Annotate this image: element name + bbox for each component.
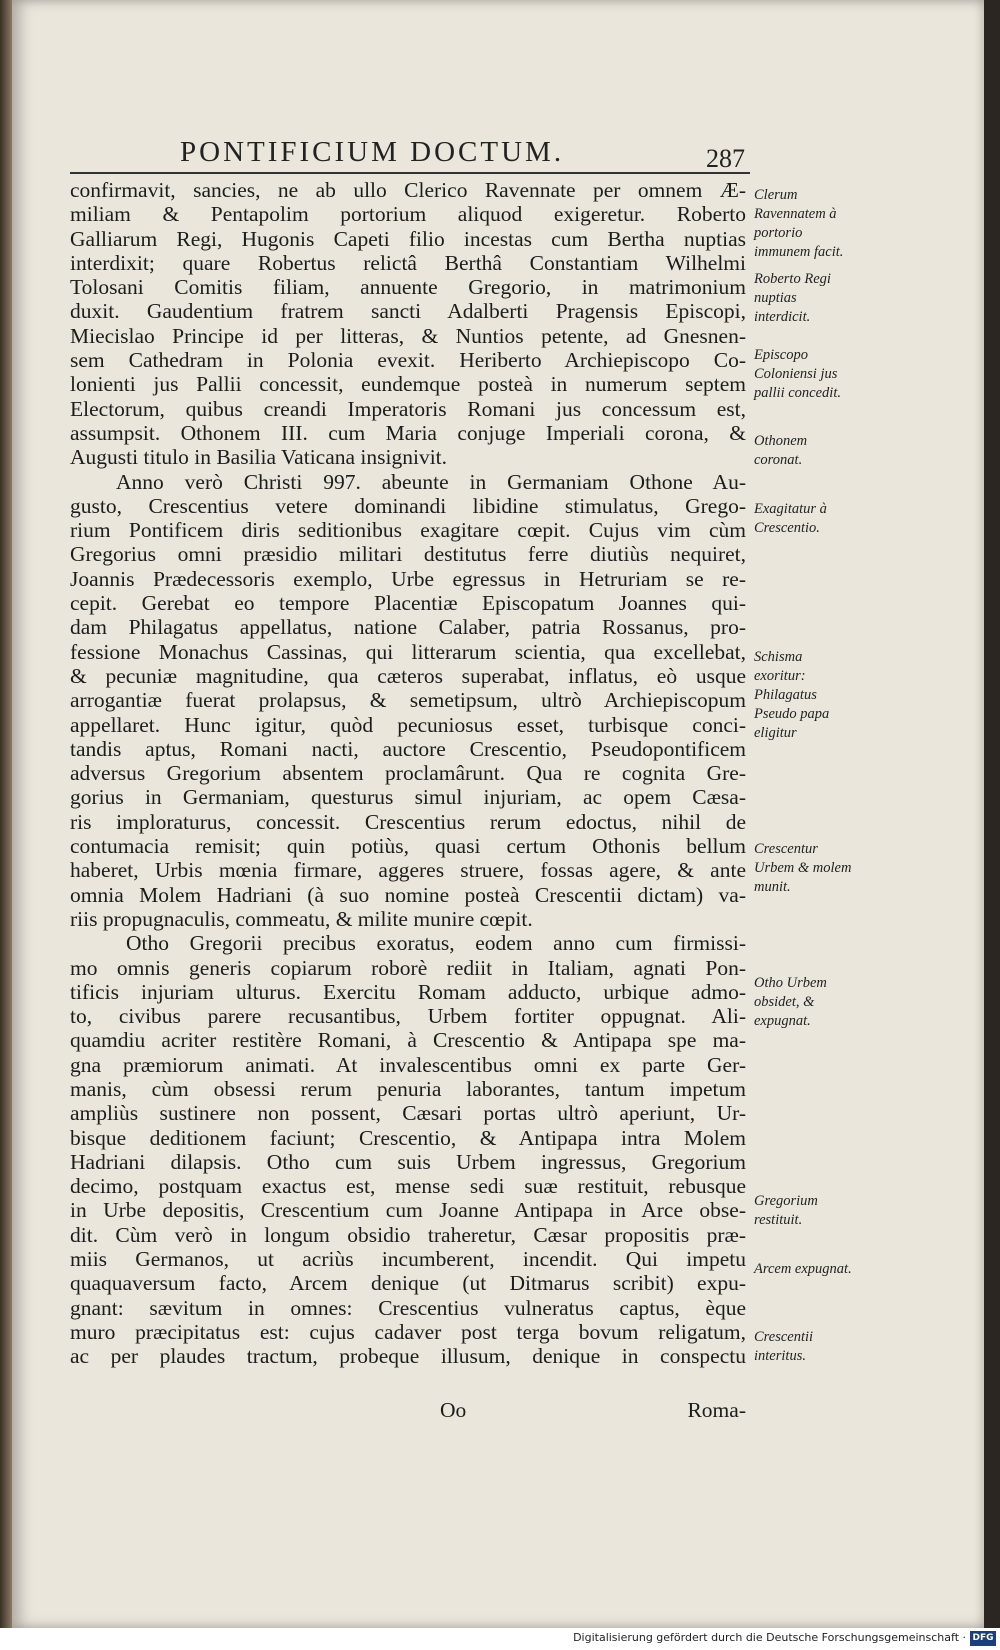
text-line: Augusti titulo in Basilia Vaticana insignivit. — [70, 445, 448, 470]
text-line: Anno verò Christi 997. abeunte in Germaniam Othone Au- — [116, 469, 746, 494]
text-line: gna præmiorum animati. At invalescentibus omni ex parte Ger- — [70, 1052, 746, 1077]
marginal-note: Othonem coronat. — [754, 433, 808, 468]
page-number: 287 — [706, 144, 745, 173]
catchword: Roma- — [687, 1398, 746, 1422]
text-line: fessione Monachus Cassinas, qui litterarum scientia, qua excellebat, — [70, 639, 746, 664]
text-line: Gregorius omni præsidio militari destitutus ferre diutiùs nequiret, — [70, 542, 746, 567]
text-line: assumpsit. Othonem III. cum Maria conjuge Imperiali corona, & — [70, 420, 746, 445]
text-line: ampliùs sustinere non possent, Cæsari portas ultrò aperiunt, Ur- — [70, 1101, 746, 1126]
text-line: adversus Gregorium absentem proclamârunt. Qua re cognita Gre- — [70, 761, 746, 786]
digitization-credit-bar — [0, 1628, 1000, 1650]
book-edge-left — [0, 0, 12, 1650]
text-line: Galliarum Regi, Hugonis Capeti filio incestas cum Bertha nuptias — [70, 226, 746, 251]
text-line: quamdiu acriter restitère Romani, à Crescentio & Antipapa spe ma- — [70, 1028, 746, 1053]
text-line: miis Germanos, ut acriùs incumberent, incendit. Qui impetu — [70, 1247, 746, 1272]
text-line: gusto, Crescentius vetere dominandi libidine stimulatus, Grego- — [70, 493, 746, 518]
scan-border-right — [984, 0, 1000, 1628]
text-line: to, civibus parere recusantibus, Urbem fortiter oppugnat. Ali- — [70, 1004, 746, 1029]
text-line: tificis injuriam ulturus. Exercitu Romam adducto, urbique admo- — [70, 979, 746, 1004]
text-line: rium Pontificem diris seditionibus exagitare cœpit. Cujus vim cùm — [70, 518, 746, 543]
text-line: confirmavit, sancies, ne ab ullo Clerico Ravennate per omnem Æ- — [70, 178, 746, 202]
text-line: tandis aptus, Romani nacti, auctore Crescentio, Pseudopontificem — [70, 736, 746, 761]
text-line: Joannis Prædecessoris exemplo, Urbe egressus in Hetruriam se re- — [70, 566, 746, 591]
text-line: Otho Gregorii precibus exoratus, eodem anno cum firmissi- — [126, 931, 746, 956]
text-line: Electorum, quibus creandi Imperatoris Romani jus concessum est, — [70, 396, 746, 421]
text-line: bisque deditionem faciunt; Crescentio, & Antipapa intra Molem — [70, 1125, 746, 1150]
text-line: dam Philagatus appellatus, natione Calaber, patria Rossanus, pro- — [70, 615, 746, 640]
text-line: cepit. Gerebat eo tempore Placentiæ Episcopatum Joannes qui- — [70, 591, 746, 616]
text-line: duxit. Gaudentium fratrem sancti Adalberti Pragensis Episcopi, — [70, 299, 746, 324]
text-line: gorius in Germaniam, questurus simul injuriam, ac opem Cæsa- — [70, 785, 746, 810]
text-line: sem Cathedram in Polonia evexit. Heriberto Archiepiscopo Co- — [70, 348, 746, 373]
text-line: in Urbe depositis, Crescentium cum Joanne Antipapa in Arce obse- — [70, 1198, 746, 1223]
marginal-note: Roberto Regi nuptias interdicit. — [754, 271, 831, 325]
text-line: muro præcipitatus est: cujus cadaver post terga bovum religatum, — [70, 1319, 746, 1344]
text-line: ac per plaudes tractum, probeque illusum, denique in conspectu — [70, 1344, 746, 1369]
paragraph-2 — [70, 470, 746, 932]
text-line: appellaret. Hunc igitur, quòd pecuniosus esset, turbisque conci- — [70, 712, 746, 737]
marginal-note: Clerum Ravennatem à portorio immunem facit. — [754, 187, 844, 260]
marginal-note: Exagitatur à Crescentio. — [754, 501, 827, 536]
body-text — [70, 178, 746, 1369]
marginal-note: Otho Urbem obsidet, & expugnat. — [754, 975, 827, 1029]
text-line: dit. Cùm verò in longum obsidio traheretur, Cæsar propositis præ- — [70, 1222, 746, 1247]
signature-mark: Oo — [440, 1398, 467, 1422]
text-line: lonienti jus Pallii concessit, eundemque posteà in numerum septem — [70, 372, 746, 397]
text-line: decimo, postquam exactus est, mense sedi suæ restituit, rebusque — [70, 1174, 746, 1199]
text-line: Hadriani dilapsis. Otho cum suis Urbem ingressus, Gregorium — [70, 1149, 746, 1174]
text-line: omnia Molem Hadriani (à suo nomine posteà Crescentii dictam) va- — [70, 882, 746, 907]
text-line: & pecuniæ magnitudine, qua cæteros superabat, inflatus, eò usque — [70, 663, 746, 688]
text-line: interdixit; quare Robertus relictâ Berthâ Constantiam Wilhelmi — [70, 250, 746, 275]
text-line: quaquaversum facto, Arcem denique (ut Ditmarus scribit) expu- — [70, 1271, 746, 1296]
marginal-note: Gregorium restituit. — [754, 1193, 818, 1228]
text-line: riis propugnaculis, commeatu, & milite munire cœpit. — [70, 906, 533, 931]
text-line: Miecislao Principe id per litteras, & Nuntios petente, ad Gnesnen- — [70, 323, 746, 348]
running-title: PONTIFICIUM DOCTUM. — [180, 136, 565, 168]
dfg-logo: DFG — [970, 1631, 996, 1646]
text-line: contumacia remisit; quin potiùs, quasi certum Othonis bellum — [70, 834, 746, 859]
text-line: arrogantiæ fuerat prolapsus, & semetipsum, ultrò Archiepiscopum — [70, 688, 746, 713]
text-line: haberet, Urbis mœnia firmare, aggeres struere, fossas agere, & ante — [70, 858, 746, 883]
text-line: gnant: sævitum in omnes: Crescentius vulneratus captus, èque — [70, 1295, 746, 1320]
marginal-note: Arcem expugnat. — [754, 1261, 852, 1277]
text-line: Tolosani Comitis filiam, annuente Gregorio, in matrimonium — [70, 275, 746, 300]
header-rule — [70, 172, 750, 174]
marginal-note: Episcopo Coloniensi jus pallii concedit. — [754, 347, 841, 401]
paragraph-1 — [70, 178, 746, 470]
text-line: mo omnis generis copiarum roborè rediit in Italiam, agnati Pon- — [70, 955, 746, 980]
paragraph-3 — [70, 931, 746, 1368]
marginal-note: Schisma exoritur: Philagatus Pseudo papa eligitur — [754, 649, 830, 741]
text-line: miliam & Pentapolim portorium aliquod exigeretur. Roberto — [70, 202, 746, 227]
text-line: ris imploraturus, concessit. Crescentius rerum edoctus, nihil de — [70, 809, 746, 834]
marginal-note: Crescentur Urbem & molem munit. — [754, 841, 852, 895]
page-footer-line — [70, 1398, 746, 1424]
marginal-note: Crescentii interitus. — [754, 1329, 814, 1364]
text-line: manis, cùm obsessi rerum penuria laborantes, tantum impetum — [70, 1076, 746, 1101]
digitization-credit: Digitalisierung gefördert durch die Deutsche Forschungsgemeinschaft · — [573, 1631, 966, 1644]
